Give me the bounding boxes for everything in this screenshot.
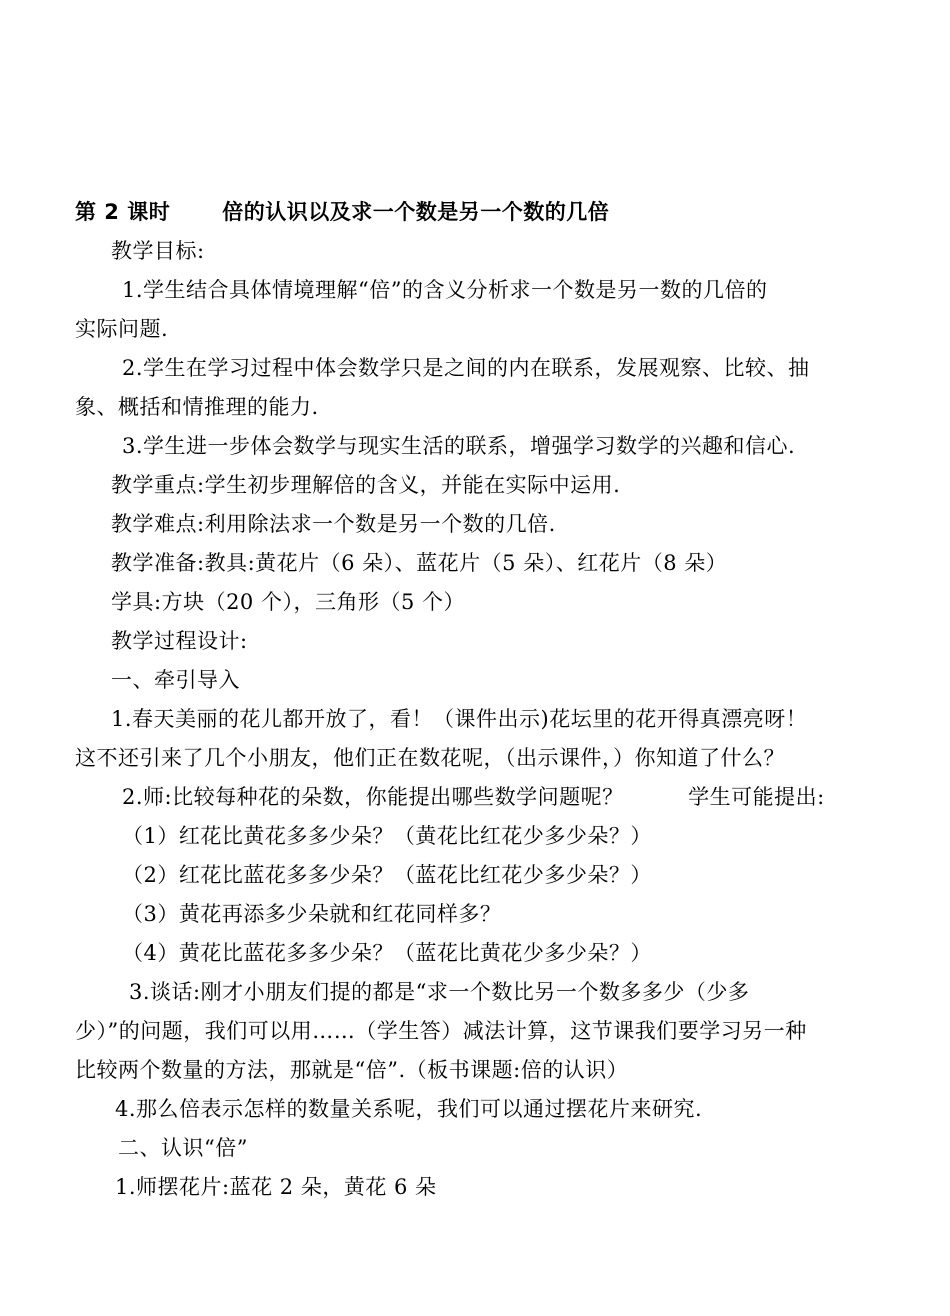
key-point: 教学重点:学生初步理解倍的含义，并能在实际中运用. bbox=[111, 473, 621, 497]
question-4: （4）黄花比蓝花多多少朵？（蓝花比黄花少多少朵？） bbox=[122, 941, 652, 965]
lesson-topic: 倍的认识以及求一个数是另一个数的几倍 bbox=[222, 200, 610, 224]
question-1: （1）红花比黄花多多少朵？（黄花比红花少多少朵？） bbox=[122, 824, 652, 848]
section-heading-objectives: 教学目标: bbox=[111, 239, 205, 263]
step-1: 1.春天美丽的花儿都开放了，看！（课件出示)花坛里的花开得真漂亮呀！ bbox=[111, 707, 808, 731]
step-3-cont-2: 比较两个数量的方法，那就是“倍”.（板书课题:倍的认识） bbox=[75, 1058, 629, 1082]
teaching-materials: 教学准备:教具:黄花片（6 朵）、蓝花片（5 朵）、红花片（8 朵） bbox=[111, 551, 728, 575]
step-1-cont: 这不还引来了几个小朋友，他们正在数花呢，（出示课件，）你知道了什么？ bbox=[75, 746, 785, 770]
objective-3: 3.学生进一步体会数学与现实生活的联系，增强学习数学的兴趣和信心. bbox=[122, 434, 796, 458]
section-two-step-1: 1.师摆花片:蓝花 2 朵，黄花 6 朵 bbox=[115, 1175, 437, 1199]
objective-2: 2.学生在学习过程中体会数学只是之间的内在联系，发展观察、比较、抽 bbox=[122, 356, 810, 380]
step-2: 2.师:比较每种花的朵数，你能提出哪些数学问题呢？ 学生可能提出: bbox=[122, 785, 825, 809]
objective-1: 1.学生结合具体情境理解“倍”的含义分析求一个数是另一数的几倍的 bbox=[122, 278, 768, 302]
lesson-title bbox=[75, 198, 609, 226]
step-4: 4.那么倍表示怎样的数量关系呢，我们可以通过摆花片来研究. bbox=[115, 1097, 703, 1121]
step-3: 3.谈话:刚才小朋友们提的都是“求一个数比另一个数多多少（少多 bbox=[129, 980, 750, 1004]
difficult-point: 教学难点:利用除法求一个数是另一个数的几倍. bbox=[111, 512, 556, 536]
lesson-number: 第 2 课时 bbox=[75, 200, 171, 224]
step-3-cont-1: 少）”的问题，我们可以用……（学生答）减法计算，这节课我们要学习另一种 bbox=[75, 1019, 807, 1043]
objective-1-cont: 实际问题. bbox=[75, 317, 169, 341]
objective-2-cont: 象、概括和情推理的能力. bbox=[75, 395, 319, 419]
question-3: （3）黄花再添多少朵就和红花同样多？ bbox=[122, 902, 502, 926]
student-materials: 学具:方块（20 个），三角形（5 个） bbox=[111, 590, 466, 614]
section-two-heading: 二、认识“倍” bbox=[118, 1136, 248, 1160]
section-one-heading: 一、牵引导入 bbox=[111, 668, 240, 692]
process-heading: 教学过程设计: bbox=[111, 629, 248, 653]
question-2: （2）红花比蓝花多多少朵？（蓝花比红花少多少朵？） bbox=[122, 863, 652, 887]
